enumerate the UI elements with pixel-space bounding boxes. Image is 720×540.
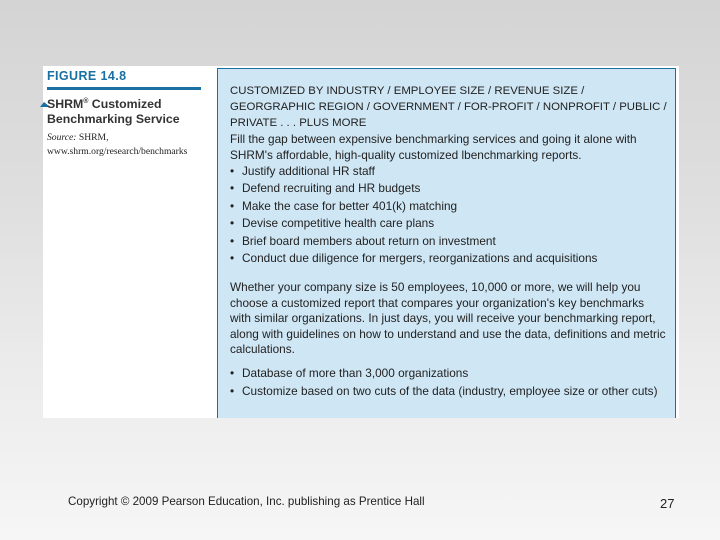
figure	[43, 66, 679, 418]
source-url: www.shrm.org/research/benchmarks	[47, 146, 188, 157]
source-text: SHRM,	[76, 132, 109, 143]
panel-headline: CUSTOMIZED BY INDUSTRY / EMPLOYEE SIZE / REVENUE SIZE / GEORGRAPHIC REGION / GOVERNMENT / FOR-PROFIT / NONPROFIT / PUBLIC / PRIVATE . . . PLUS MORE	[230, 85, 667, 129]
panel-paragraph: Whether your company size is 50 employees, 10,000 or more, we will help you choose a customized report that compares your organization's key benchmarks with similar organizations. In just days, you will receive your benchmarking report, along with guidelines on how to understand and use the data, definitions and metric calculations.	[230, 280, 666, 356]
list-item: • Customize based on two cuts of the data (industry, employee size or other cuts)	[230, 384, 667, 399]
page-number: 27	[660, 496, 675, 511]
list-item: • Conduct due diligence for mergers, reorganizations and acquisitions	[230, 250, 667, 266]
list-item: • Brief board members about return on investment	[230, 233, 667, 249]
figure-number: FIGURE 14.8	[47, 69, 201, 90]
figure-title	[47, 94, 207, 127]
figure-title-brand: SHRM	[47, 97, 84, 112]
figure-title-rest: Customized Benchmarking Service	[47, 97, 180, 127]
figure-caption-column	[43, 66, 213, 418]
content-panel	[217, 68, 676, 418]
list-item: • Devise competitive health care plans	[230, 215, 667, 231]
source-label: Source:	[47, 132, 77, 143]
registered-mark: ®	[83, 98, 89, 105]
features-list	[230, 366, 667, 399]
figure-source	[47, 131, 215, 159]
list-item: • Justify additional HR staff	[230, 163, 667, 179]
list-item: • Defend recruiting and HR budgets	[230, 180, 667, 196]
list-item: • Make the case for better 401(k) matching	[230, 198, 667, 214]
panel-intro: Fill the gap between expensive benchmarking services and going it alone with SHRM's affordable, high-quality customized lbenchmarking reports.	[230, 132, 637, 162]
copyright-footer: Copyright © 2009 Pearson Education, Inc. publishing as Prentice Hall	[68, 495, 425, 508]
benefits-list	[230, 163, 667, 266]
list-item: • Database of more than 3,000 organizations	[230, 366, 667, 381]
